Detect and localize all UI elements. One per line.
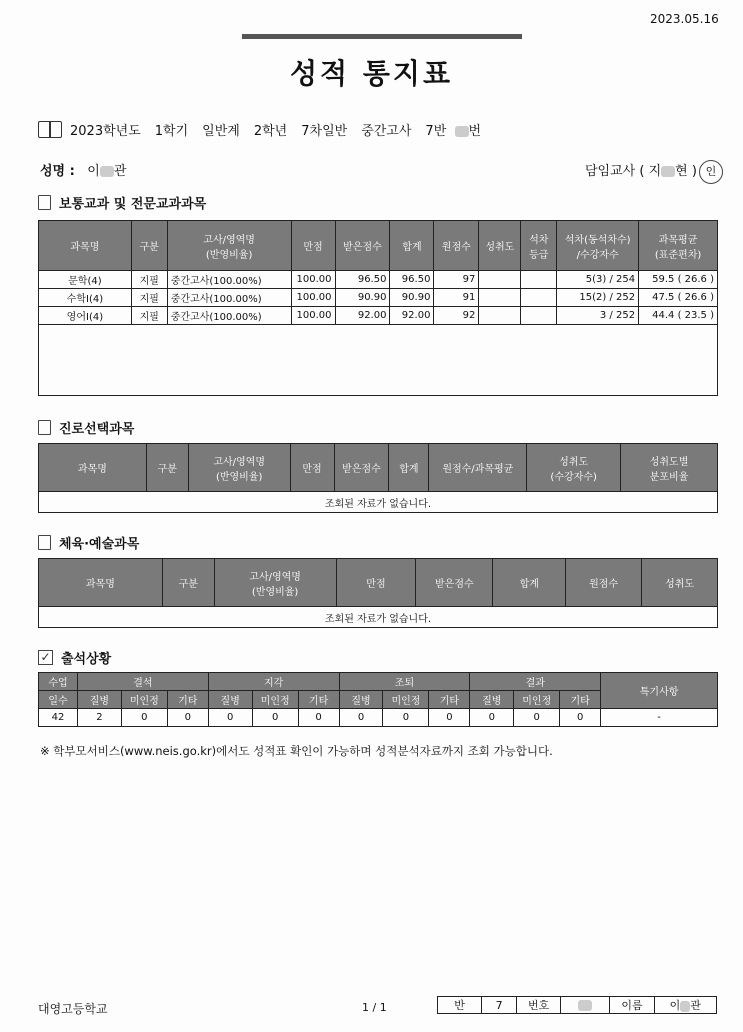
attendance-table	[38, 672, 718, 727]
attendance-header-row: 수업 결석 지각 조퇴 결과 특기사항	[39, 673, 718, 691]
th-grade: 석차 등급	[521, 221, 557, 271]
section-general: 보통교과 및 전문교과과목	[38, 193, 206, 212]
seal-stamp: 인	[699, 160, 723, 184]
career-table	[38, 443, 718, 513]
th-rank: 석차(동석차수) /수강자수	[557, 221, 639, 271]
book-icon	[38, 121, 62, 138]
page-title: 성적 통지표	[290, 57, 453, 90]
exam-name: 중간고사	[361, 124, 412, 139]
document-icon	[38, 420, 51, 435]
table-row: 문학(4) 지필 중간고사(100.00%) 100.00 96.50 96.50 97 5(3) / 254 59.5 ( 26.6 )	[39, 271, 718, 289]
th-score: 받은점수	[335, 221, 390, 271]
exam-info	[38, 120, 481, 139]
footnote: ※ 학부모서비스(www.neis.go.kr)에서도 성적표 확인이 가능하며 성적분석자료까지 조회 가능합니다.	[40, 744, 553, 758]
document-icon	[38, 535, 51, 550]
th-sum: 합계	[390, 221, 434, 271]
general-table	[38, 220, 718, 396]
empty-filler-row	[39, 325, 718, 396]
page-number: 1 / 1	[362, 1001, 387, 1014]
exam-class: 7반 번	[425, 124, 482, 139]
general-header-row	[39, 221, 718, 271]
section-career: 진로선택과목	[38, 418, 134, 437]
section-arts: 체육·예술과목	[38, 533, 139, 552]
attendance-values-row: 42 2 0 0 0 0 0 0 0 0 0 0 0 -	[39, 709, 718, 727]
th-full: 만점	[291, 221, 335, 271]
th-avg: 과목평균 (표준편차)	[639, 221, 718, 271]
exam-track: 일반계	[202, 124, 240, 139]
table-row: 영어Ⅰ(4) 지필 중간고사(100.00%) 100.00 92.00 92.00 92 3 / 252 44.4 ( 23.5 )	[39, 307, 718, 325]
th-raw: 원점수	[434, 221, 479, 271]
career-header-row: 과목명 구분 고사/영역명 (반영비율) 만점 받은점수 합계 원점수/과목평균 성취도 (수강자수) 성취도별 분포비율	[39, 444, 718, 492]
school-name: 대영고등학교	[38, 1002, 108, 1016]
exam-semester: 1학기	[154, 124, 189, 139]
title-bar	[242, 34, 522, 39]
th-type: 구분	[131, 221, 167, 271]
th-achieve: 성취도	[479, 221, 521, 271]
empty-message-row: 조회된 자료가 없습니다.	[39, 607, 718, 628]
document-icon	[38, 195, 51, 210]
footer-id-table: 반 7 번호 이름 이 관	[437, 996, 717, 1014]
th-subject: 과목명	[39, 221, 132, 271]
checkbox-checked-icon: ✓	[38, 650, 53, 665]
arts-header-row: 과목명 구분 고사/영역명 (반영비율) 만점 받은점수 합계 원점수 성취도	[39, 559, 718, 607]
issue-date: 2023.05.16	[650, 12, 719, 26]
arts-table	[38, 558, 718, 628]
exam-round: 7차일반	[301, 124, 348, 139]
homeroom-teacher: 담임교사 ( 지 현 ) 인	[585, 160, 723, 184]
section-attendance: ✓ 출석상황	[38, 648, 111, 667]
th-exam: 고사/영역명 (반영비율)	[167, 221, 291, 271]
exam-grade: 2학년	[253, 124, 288, 139]
attendance-subheader-row: 일수 질병 미인정 기타 질병 미인정 기타 질병 미인정 기타 질병 미인정 기타	[39, 691, 718, 709]
empty-message-row: 조회된 자료가 없습니다.	[39, 492, 718, 513]
student-name: 성명 : 이 관	[40, 164, 127, 179]
exam-year: 2023학년도	[70, 124, 141, 139]
table-row: 수학Ⅰ(4) 지필 중간고사(100.00%) 100.00 90.90 90.90 91 15(2) / 252 47.5 ( 26.6 )	[39, 289, 718, 307]
